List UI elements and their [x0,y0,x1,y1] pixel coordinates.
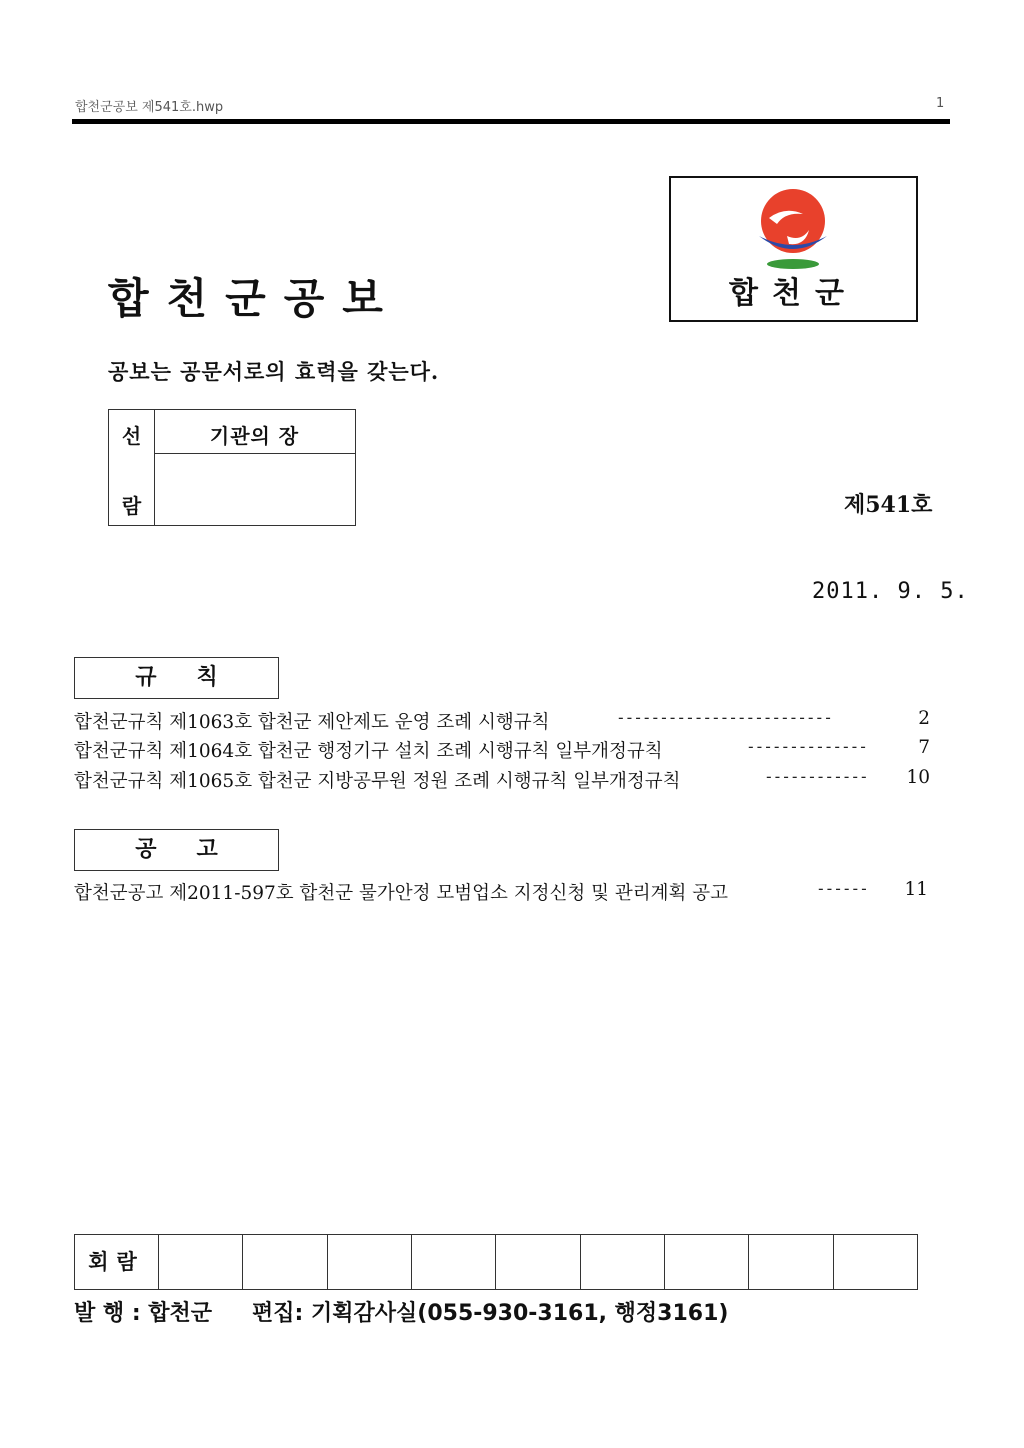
circulation-cell [412,1235,496,1289]
circulation-table [74,1234,918,1290]
header-file-name: 합천군공보 제541호.hwp [75,100,224,115]
circulation-cell [159,1235,243,1289]
circulation-cell [581,1235,665,1289]
toc-entry-title: 합천군규칙 제1065호 합천군 지방공무원 정원 조례 시행규칙 일부개정규칙 [74,771,681,792]
toc-entry-title: 합천군규칙 제1063호 합천군 제안제도 운영 조례 시행규칙 [74,712,550,733]
toc-entry[interactable] [74,737,940,765]
toc-leader: ------------------------- [616,708,832,727]
circulation-cell [749,1235,833,1289]
circulation-label: 회람 [75,1235,159,1289]
header-page-number: 1 [936,96,945,111]
footer-publisher: 발 행 : 합천군 [74,1301,213,1326]
section-heading-notices: 공고 [74,829,279,871]
toc-page-number: 7 [918,737,930,758]
footer [74,1296,728,1327]
toc-page-number: 2 [918,708,930,729]
issue-number: 제541호 [844,492,933,518]
toc-entry[interactable] [74,708,940,736]
approval-side-bottom: 람 [121,494,142,518]
circulation-cell [496,1235,580,1289]
issue-date: 2011. 9. 5. [812,579,969,604]
toc-leader: -------------- [746,737,867,756]
logo-text: 합천군 [729,276,858,311]
toc-leader: ------ [816,879,868,898]
approval-header: 기관의 장 [209,424,300,448]
header-rule [72,119,950,124]
circulation-cell [665,1235,749,1289]
toc-leader: ------------ [764,767,868,786]
toc-page-number: 11 [904,879,928,900]
toc-entry[interactable] [74,767,940,795]
toc-entry-title: 합천군공고 제2011-597호 합천군 물가안정 모범업소 지정신청 및 관리계획 공고 [74,883,728,904]
page-title: 합천군공보 [108,274,401,323]
toc-entry-title: 합천군규칙 제1064호 합천군 행정기구 설치 조례 시행규칙 일부개정규칙 [74,741,663,762]
circulation-cell [243,1235,327,1289]
approval-table [108,409,356,526]
page-subtitle: 공보는 공문서로의 효력을 갖는다. [108,359,440,384]
toc-entry[interactable] [74,879,940,907]
circulation-cell [834,1235,917,1289]
approval-side-top: 선 [121,424,142,448]
circulation-cell [328,1235,412,1289]
toc-page-number: 10 [906,767,930,788]
footer-editor: 편집: 기획감사실(055-930-3161, 행정3161) [252,1301,729,1326]
section-heading-rules: 규칙 [74,657,279,699]
